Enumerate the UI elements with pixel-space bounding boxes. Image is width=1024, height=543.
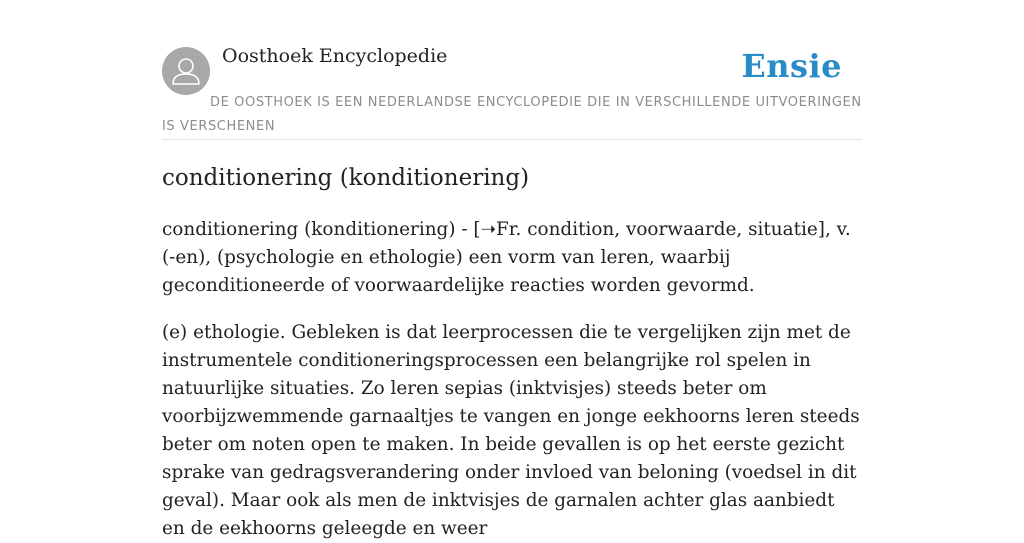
content-column	[162, 0, 862, 539]
avatar[interactable]	[162, 47, 210, 95]
user-silhouette-icon	[162, 47, 210, 95]
source-name-link[interactable]: Oosthoek Encyclopedie	[222, 45, 448, 67]
source-description: DE OOSTHOEK IS EEN NEDERLANDSE ENCYCLOPEDIE DIE IN VERSCHILLENDE UITVOERINGEN IS VERSCHENEN	[162, 95, 862, 134]
article-title: conditionering (konditionering)	[162, 165, 530, 191]
article-paragraph: (e) ethologie. Gebleken is dat leerprocessen die te vergelijken zijn met de instrumentele conditioneringsprocessen een belangrijke rol spelen in natuurlijke situaties. Zo leren sepias (inktvisjes) steeds beter om voorbijzwemmende garnaaltjes te vangen en jonge eekhoorns leren steeds beter om noten open te maken. In beide gevallen is op het eerste gezicht sprake van gedragsverandering onder invloed van beloning (voedsel in dit geval). Maar ook als men de inktvisjes de garnalen achter glas aanbiedt en de eekhoorns geleegde en weer	[162, 322, 860, 539]
ensie-logo[interactable]: Ensie	[741, 47, 842, 85]
source-header	[162, 0, 862, 140]
article-paragraph: conditionering (konditionering) - [➝Fr. condition, voorwaarde, situatie], v. (-en), (psychologie en ethologie) een vorm van leren, waarbij geconditioneerde of voorwaardelijke reacties worden gevormd.	[162, 219, 851, 296]
